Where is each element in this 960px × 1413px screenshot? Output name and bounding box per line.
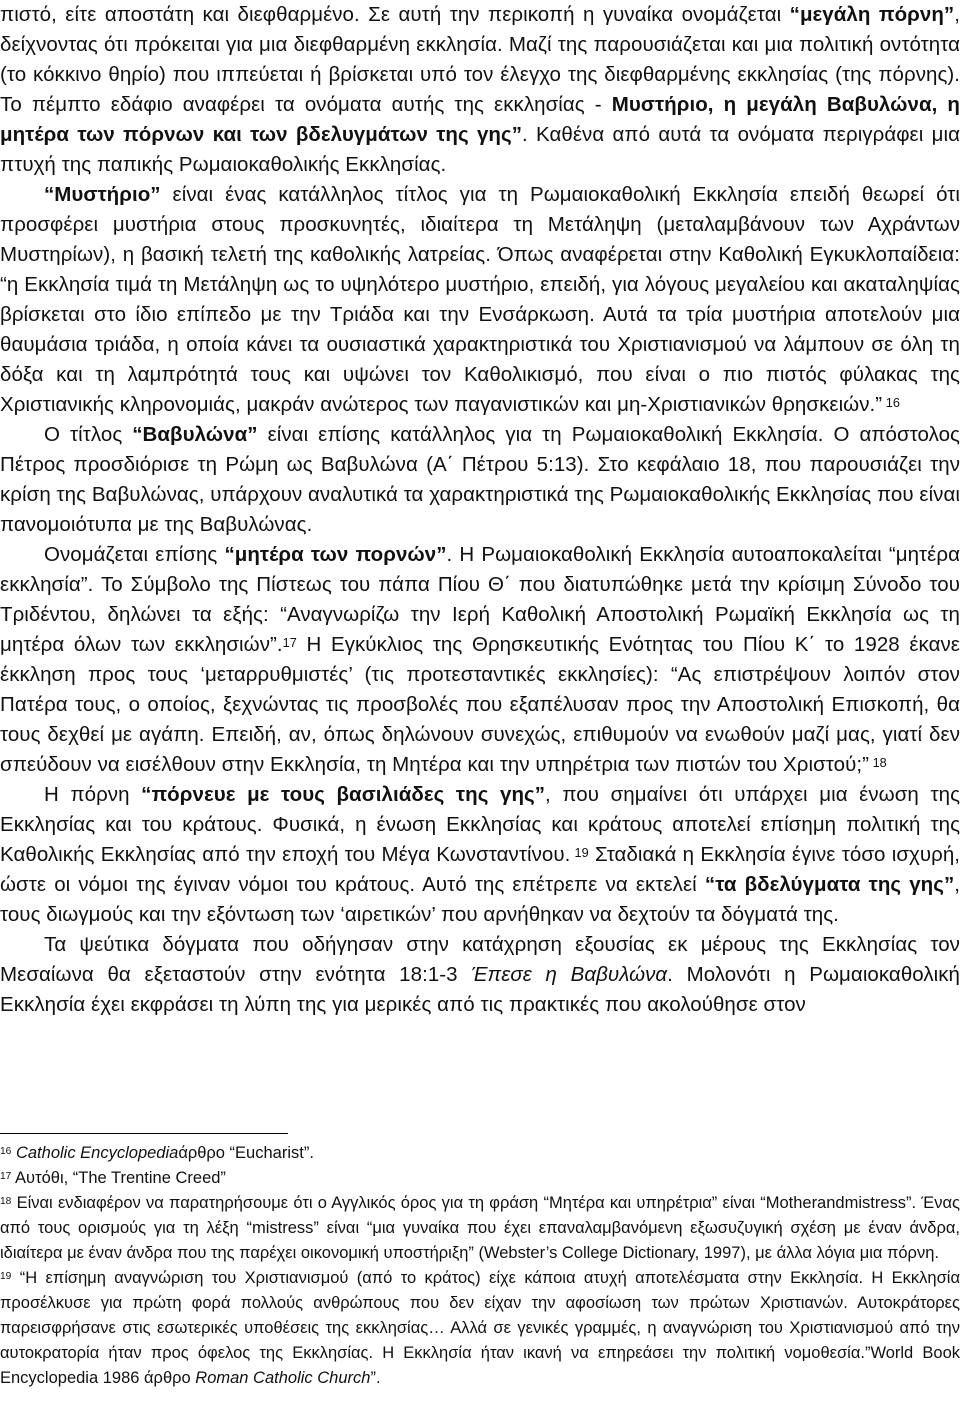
text-run: Αυτόθι, “The Trentine Creed” xyxy=(11,1169,226,1187)
text-run: , που σημαίνει ότι υπάρχει μια ένωση της Εκκλησίας και του κράτους. Φυσικά, η ένωση Εκκλησίας και κράτους αποτελεί επίσημη πολιτική της Καθολικής Εκκλησίας από την εποχή του Μέγα Κωνσταντίνου. xyxy=(0,783,960,866)
text-run: ”. xyxy=(370,1369,381,1387)
footnote-reference: 19 xyxy=(0,1271,12,1283)
footnote xyxy=(0,1266,960,1391)
body-paragraph xyxy=(0,0,960,180)
italic-text-run: Roman Catholic Church xyxy=(195,1369,371,1387)
footnote-reference: 17 xyxy=(282,634,297,650)
body-paragraph xyxy=(0,540,960,780)
footnotes-section xyxy=(0,1133,960,1391)
footnote-reference: 18 xyxy=(0,1196,12,1208)
text-run: Η Εγκύκλιος της Θρησκευτικής Ενότητας του Πίου Κ΄ το 1928 έκανε έκκληση προς τους ‘μεταρρυθμιστές’ (τις προτεσταντικές εκκλησίες): “Ας επιστρέψουν λοιπόν στον Πατέρα τους, ο οποίος, ξεχνώντας τις προσβολές που εξαπέλυσαν προς την Αποστολική Επισκοπή, θα τους δεχθεί με αγάπη. Επειδή, αν, όπως δηλώνουν συνεχώς, επιθυμούν να ενωθούν μαζί μας, γιατί δεν σπεύδουν να εισέλθουν στην Εκκλησία, τη Μητέρα και την υπηρέτρια των πιστών του Χριστού;” xyxy=(0,633,960,776)
text-run: Ονομάζεται επίσης xyxy=(44,543,225,566)
text-run: είναι επίσης κατάλληλος για τη Ρωμαιοκαθολική Εκκλησία. Ο απόστολος Πέτρος προσδιόρισε τη Ρώμη ως Βαβυλώνα (Α΄ Πέτρου 5:13). Στο κεφάλαιο 18, που παρουσιάζει την κρίση της Βαβυλώνας, υπάρχουν αναλυτικά τα χαρακτηριστικά της Ρωμαιοκαθολικής Εκκλησίας που είναι πανομοιότυπα με της Βαβυλώνας. xyxy=(0,423,960,536)
text-run: Σταδιακά η Εκκλησία έγινε τόσο ισχυρή, ώστε οι νόμοι της έγιναν νόμοι του κράτους. Αυτό της επέτρεπε να εκτελεί xyxy=(0,843,960,896)
footnote-reference: 19 xyxy=(570,844,589,860)
bold-text-run: “μεγάλη πόρνη” xyxy=(789,3,955,26)
footnote-reference: 16 xyxy=(0,1146,12,1158)
text-run: είναι ένας κατάλληλος τίτλος για τη Ρωμαιοκαθολική Εκκλησία επειδή θεωρεί ότι προσφέρει μυστήρια στους προσκυνητές, ιδιαίτερα τη Μετάληψη (μεταλαμβάνουν των Αχράντων Μυστηρίων), η βασική τελετή της καθολικής λατρείας. Όπως αναφέρεται στην Καθολική Εγκυκλοπαίδεια: “η Εκκλησία τιμά τη Μετάληψη ως το υψηλότερο μυστήριο, επειδή, για λόγους μεγαλείου και ακαταληψίας βρίσκεται στο ίδιο επίπεδο με την Τριάδα και την Ενσάρκωση. Αυτά τα τρία μυστήρια αποτελούν μια θαυμάσια τριάδα, η οποία κάνει τα ουσιαστικά χαρακτηριστικά του Χριστιανισμού να λάμπουν σε όλη τη δόξα και τη λαμπρότητά τους και υψώνει τον Καθολικισμό, που είναι ο πιο πιστός φύλακας της Χριστιανικής κληρονομιάς, μακράν ανώτερος των παγανιστικών και μη-Χριστιανικών θρησκειών.” xyxy=(0,183,960,416)
body-paragraph xyxy=(0,180,960,420)
footnote-reference: 18 xyxy=(868,754,887,770)
bold-text-run: “μητέρα των πορνών” xyxy=(224,543,447,566)
text-run: , δείχνοντας ότι πρόκειται για μια διεφθαρμένη εκκλησία. Μαζί της παρουσιάζεται και μια πολιτική οντότητα (το κόκκινο θηρίο) που ιππεύεται ή βρίσκεται υπό τον έλεγχο της διεφθαρμένης εκκλησίας (της πόρνης). Το πέμπτο εδάφιο αναφέρει τα ονόματα αυτής της εκκλησίας - xyxy=(0,3,960,116)
bold-text-run: “Μυστήριο” xyxy=(44,183,161,206)
text-run: Είναι ενδιαφέρον να παρατηρήσουμε ότι ο Αγγλικός όρος για τη φράση “Μητέρα και υπηρέτρια” είναι “Motherandmistress”. Ένας από τους ορισμούς για τη λέξη “mistress” είναι “μια γυναίκα που έχει επαναλαμβανόμενη εξωσυζυγική σχέση με έναν άνδρα, ιδιαίτερα με έναν άνδρα που της παρέχει οικονομική υποστήριξη” (Webster’s College Dictionary, 1997), με άλλα λόγια μια πόρνη. xyxy=(0,1194,960,1262)
italic-text-run: Έπεσε η Βαβυλώνα xyxy=(471,963,668,986)
text-run: . Καθένα από αυτά τα ονόματα περιγράφει μια πτυχή της παπικής Ρωμαιοκαθολικής Εκκλησίας. xyxy=(0,123,960,176)
bold-text-run: “τα βδελύγματα της γης” xyxy=(704,873,955,896)
text-run: Ο τίτλος xyxy=(44,423,133,446)
text-run: , τους διωγμούς και την εξόντωση των ‘αιρετικών’ που αρνήθηκαν να δεχτούν τα δόγματά της. xyxy=(0,873,960,926)
footnote xyxy=(0,1166,960,1191)
italic-text-run: Catholic Encyclopedia xyxy=(15,1144,179,1162)
footnote-reference: 17 xyxy=(0,1171,12,1183)
bold-text-run: Μυστήριο, η μεγάλη Βαβυλώνα, η μητέρα των πόρνων και των βδελυγμάτων της γης” xyxy=(0,93,960,146)
footnote-reference: 16 xyxy=(882,394,900,410)
footnote-list xyxy=(0,1141,960,1391)
body-paragraph xyxy=(0,930,960,1020)
text-run: άρθρο “Eucharist”. xyxy=(178,1144,314,1162)
text-run: . Μολονότι η Ρωμαιοκαθολική Εκκλησία έχει εκφράσει τη λύπη της για μερικές από τις πρακτικές που ακολούθησε στον xyxy=(0,963,960,1016)
bold-text-run: “πόρνευε με τους βασιλιάδες της γης” xyxy=(141,783,546,806)
footnote xyxy=(0,1191,960,1266)
text-run: “Η επίσημη αναγνώριση του Χριστιανισμού (από το κράτος) είχε κάποια ατυχή αποτελέσματα στην Εκκλησία. Η Εκκλησία προσέλκυσε για πρώτη φορά πολλούς ανθρώπους που δεν είχαν την αφοσίωση των πρώτων Χριστιανών. Αυτοκράτορες παρεισφρήσανε στις εσωτερικές υποθέσεις της εκκλησίας… Αλλά σε γενικές γραμμές, η αναγνώριση του Χριστιανισμού από την αυτοκρατορία ήταν προς όφελος της Εκκλησίας. Η Εκκλησία ήταν ικανή να επηρεάσει την πολιτική νομοθεσία.”World Book Encyclopedia 1986 άρθρο xyxy=(0,1269,960,1387)
body-paragraph xyxy=(0,420,960,540)
footnote-separator xyxy=(0,1133,288,1134)
footnote xyxy=(0,1141,960,1166)
text-run: Η πόρνη xyxy=(44,783,142,806)
body-paragraph xyxy=(0,780,960,930)
text-run: Τα ψεύτικα δόγματα που οδήγησαν στην κατάχρηση εξουσίας εκ μέρους της Εκκλησίας τον Μεσαίωνα θα εξεταστούν στην ενότητα 18:1-3 xyxy=(0,933,960,986)
bold-text-run: “Βαβυλώνα” xyxy=(132,423,258,446)
text-run: πιστό, είτε αποστάτη και διεφθαρμένο. Σε αυτή την περικοπή η γυναίκα ονομάζεται xyxy=(0,3,790,26)
text-run: . Η Ρωμαιοκαθολική Εκκλησία αυτοαποκαλείται “μητέρα εκκλησία”. Το Σύμβολο της Πίστεως του πάπα Πίου Θ΄ που διατυπώθηκε μετά την κρίσιμη Σύνοδο του Τριδέντου, δηλώνει τα εξής: “Αναγνωρίζω την Ιερή Καθολική Αποστολική Ρωμαϊκή Εκκλησία ως τη μητέρα όλων των εκκλησιών”. xyxy=(0,543,960,656)
